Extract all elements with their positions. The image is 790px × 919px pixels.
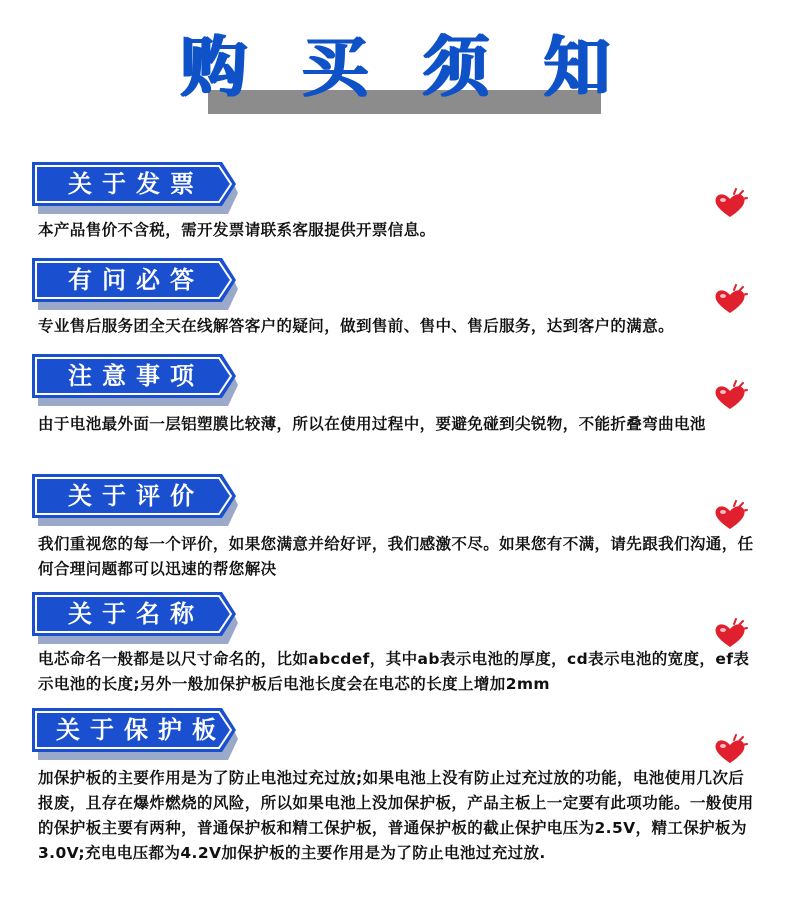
section-text: 本产品售价不含税，需开发票请联系客服提供开票信息。 bbox=[38, 221, 436, 239]
section-badge bbox=[32, 592, 238, 644]
section-title: 关于保护板 bbox=[56, 716, 226, 744]
section-text: 加保护板的主要作用是为了防止电池过充过放;如果电池上没有防止过充过放的功能，电池使用几次后报废，且存在爆炸燃烧的风险，所以如果电池上没加保护板，产品主板上一定要有此项功能。一般使用的保护板主要有两种，普通保护板和精工保护板，普通保护板的截止保护电压为2.5V，精工保护板为3.0V;充电电压都为4.2V加保护板的主要作用是为了防止电池过充过放. bbox=[38, 769, 754, 862]
section-text: 我们重视您的每一个评价，如果您满意并给好评，我们感激不尽。如果您有不满，请先跟我们沟通，任何合理问题都可以迅速的帮您解决 bbox=[38, 535, 754, 578]
heart-icon bbox=[712, 380, 748, 412]
section-badge bbox=[32, 162, 238, 214]
heart-icon bbox=[712, 188, 748, 220]
section-text: 由于电池最外面一层铝塑膜比较薄，所以在使用过程中，要避免碰到尖锐物，不能折叠弯曲电池 bbox=[38, 415, 706, 433]
page-title: 购 买 须 知 bbox=[180, 29, 626, 106]
section-title: 注意事项 bbox=[68, 362, 204, 390]
heart-icon bbox=[712, 734, 748, 766]
heart-icon bbox=[712, 618, 748, 650]
section-title: 关于评价 bbox=[68, 482, 204, 510]
heart-icon bbox=[712, 500, 748, 532]
heart-icon bbox=[712, 284, 748, 316]
section-title: 有问必答 bbox=[68, 266, 204, 294]
section-text: 专业售后服务团全天在线解答客户的疑问，做到售前、售中、售后服务，达到客户的满意。 bbox=[38, 317, 675, 335]
section-title: 关于名称 bbox=[68, 600, 204, 628]
section-title: 关于发票 bbox=[68, 170, 204, 198]
section-badge bbox=[32, 258, 238, 310]
page-header bbox=[0, 0, 790, 130]
section-badge bbox=[32, 708, 238, 760]
section-badge bbox=[32, 354, 238, 406]
section-badge bbox=[32, 474, 238, 526]
section-text: 电芯命名一般都是以尺寸命名的，比如abcdef，其中ab表示电池的厚度，cd表示电池的宽度，ef表示电池的长度;另外一般加保护板后电池长度会在电芯的长度上增加2mm bbox=[38, 650, 750, 693]
